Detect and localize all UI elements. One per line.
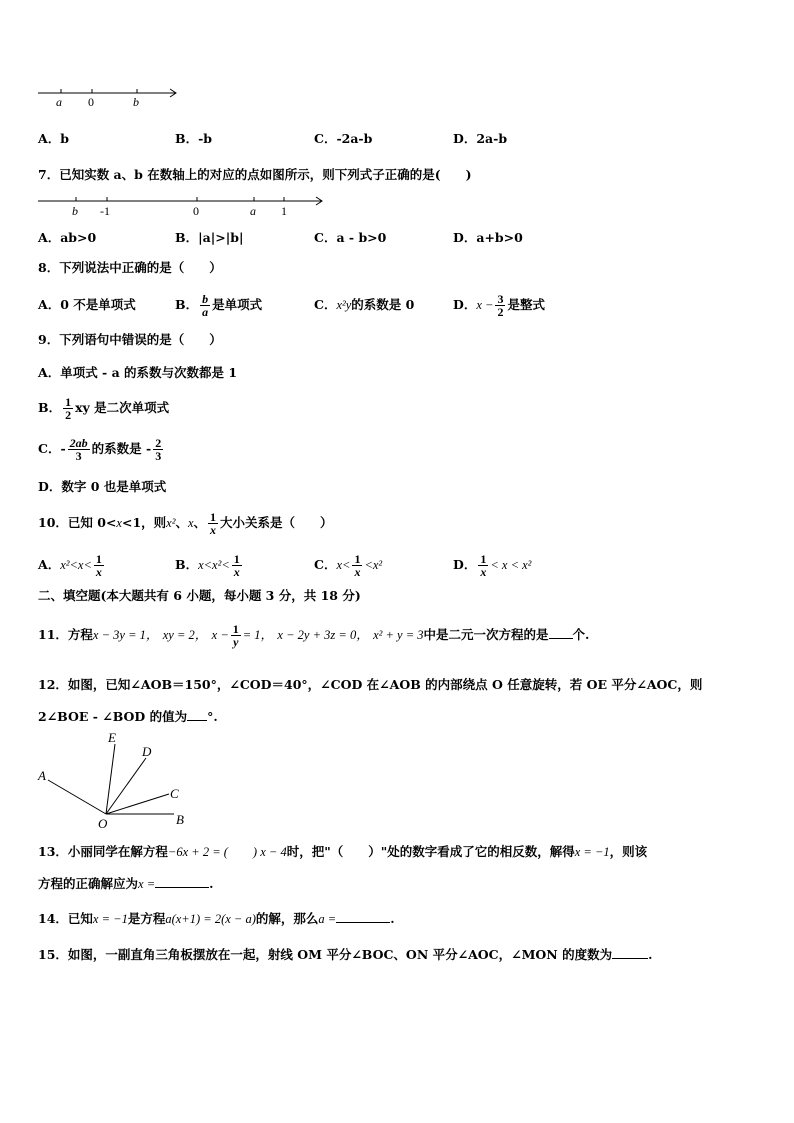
- q10-b-fraction: [232, 553, 242, 578]
- q11-answer-blank[interactable]: [549, 626, 573, 639]
- q9-option-a: A．单项式 - a 的系数与次数都是 1: [38, 365, 238, 380]
- q11-eq3-fraction: [231, 623, 241, 648]
- q9-option-c: [38, 432, 165, 466]
- q9-c-den2: 3: [155, 449, 162, 463]
- q9-b-prefix: B．: [38, 400, 62, 415]
- q8-b-fraction: [200, 293, 210, 318]
- q10-b-num: 1: [233, 552, 240, 566]
- q13-line1: [38, 844, 647, 860]
- q12-line2-prefix: 2∠BOE - ∠BOD 的值为: [38, 709, 188, 724]
- q8-c-prefix: C．: [314, 297, 337, 312]
- q10-a-den: x: [95, 565, 102, 579]
- q8-d-suffix: 是整式: [507, 297, 545, 312]
- q10-b-expr: x<x²<: [198, 558, 230, 572]
- q10-option-b: [175, 548, 244, 582]
- q10-d-prefix: D．: [453, 557, 477, 572]
- q10-a-expr: x²<x<: [60, 558, 92, 572]
- q8-d-num: 3: [497, 292, 504, 306]
- q15: [38, 946, 652, 963]
- q9-b-num: 1: [65, 395, 72, 409]
- q6-option-a: A．b: [38, 131, 69, 146]
- q10-c-prefix: C．: [314, 557, 337, 572]
- q14-answer-blank[interactable]: [336, 910, 390, 923]
- q10-stem: [38, 506, 333, 540]
- q8-b-den: a: [202, 305, 209, 319]
- q8-b-num: b: [202, 292, 209, 306]
- q10-d-expr: < x < x²: [490, 558, 532, 572]
- q15-end: .: [648, 947, 653, 962]
- q10-option-d: [453, 548, 531, 582]
- q9-c-fraction: [68, 437, 90, 462]
- q8-c-expr: x²y: [336, 298, 352, 312]
- q10-c-num: 1: [354, 552, 361, 566]
- q9-c-fraction2: [153, 437, 163, 462]
- q8-b-prefix: B．: [175, 297, 199, 312]
- q10-b-den: x: [233, 565, 240, 579]
- q8-b-suffix: 是单项式: [212, 297, 263, 312]
- q7-option-c: C．a - b>0: [314, 230, 387, 245]
- q10-option-a: [38, 548, 106, 582]
- q13-solution: x = −1: [574, 845, 610, 859]
- q8-d-den: 2: [497, 305, 504, 319]
- q14-condition: x = −1: [92, 912, 128, 926]
- q8-c-suffix: 的系数是 0: [351, 297, 415, 312]
- q8-option-b: [175, 288, 262, 322]
- q8-stem: 8．下列说法中正确的是（ ）: [38, 260, 222, 275]
- q12-label-e: E: [108, 730, 116, 745]
- q7-number-line: [36, 192, 336, 220]
- q14-mid2: 的解，那么: [255, 911, 319, 926]
- q10-a-fraction: [94, 553, 104, 578]
- q7-axis-0: 0: [193, 204, 199, 218]
- q9-b-fraction: [63, 396, 73, 421]
- q12-line2: [38, 708, 218, 725]
- numberline-label-0: 0: [88, 95, 94, 109]
- q11-eq2: xy = 2，: [162, 628, 208, 642]
- q10-stem-suffix: 大小关系是（ ）: [220, 515, 333, 530]
- q11-eq3-num: 1: [232, 622, 239, 636]
- q11-prefix: 11．方程: [38, 627, 93, 642]
- q10-stem-x: x: [116, 516, 122, 530]
- q11-eq1: x − 3y = 1，: [92, 628, 159, 642]
- q13-equation: −6x + 2 = ( ) x − 4: [167, 845, 287, 859]
- q12-answer-blank[interactable]: [187, 708, 207, 721]
- q9-option-b: [38, 391, 169, 425]
- q9-b-den: 2: [65, 408, 72, 422]
- q12-angle-figure: [34, 728, 194, 832]
- q13-line2-x: x =: [138, 877, 156, 891]
- q8-d-fraction: [495, 293, 505, 318]
- q9-c-prefix: C．-: [38, 441, 66, 456]
- q10-a-num: 1: [95, 552, 102, 566]
- q13-line1-b: 时，把"（ ）"处的数字看成了它的相反数，解得: [286, 844, 575, 859]
- q10-stem-x3: x: [187, 516, 194, 530]
- q14-prefix: 14．已知: [38, 911, 93, 926]
- q11: [38, 618, 589, 652]
- q10-d-fraction: [478, 553, 488, 578]
- q10-stem-sep2: 、: [193, 515, 207, 530]
- top-number-line: [36, 84, 186, 110]
- q10-b-prefix: B．: [175, 557, 199, 572]
- q12-label-c: C: [170, 786, 179, 801]
- q6-option-d: D．2a-b: [453, 131, 508, 146]
- q9-stem: 9．下列语句中错误的是（ ）: [38, 332, 222, 347]
- q8-d-prefix: D．: [453, 297, 477, 312]
- q8-option-d: [453, 288, 545, 322]
- q10-stem-den: x: [210, 523, 217, 537]
- q7-axis-b: b: [72, 204, 78, 218]
- q9-b-suffix: xy 是二次单项式: [75, 400, 170, 415]
- q10-c-expr1: x<: [336, 558, 351, 572]
- q14-end: .: [390, 911, 395, 926]
- q10-d-den: x: [480, 565, 487, 579]
- q12-label-a: A: [38, 768, 46, 783]
- q11-eq3-den: y: [233, 635, 239, 649]
- q7-axis-1: 1: [281, 204, 287, 218]
- q12-label-o: O: [98, 816, 108, 831]
- q11-eq3a: x −: [211, 628, 229, 642]
- q6-option-c: C．-2a-b: [314, 131, 373, 146]
- q9-c-den: 3: [75, 449, 82, 463]
- q15-text: 15．如图，一副直角三角板摆放在一起，射线 OM 平分∠BOC、ON 平分∠AOC，∠MON 的度数为: [38, 947, 613, 962]
- q10-stem-mid: <1，则: [121, 515, 167, 530]
- q10-a-prefix: A．: [38, 557, 61, 572]
- q12-label-b: B: [176, 812, 184, 827]
- q9-option-d: D．数字 0 也是单项式: [38, 479, 167, 494]
- q10-stem-num: 1: [210, 510, 217, 524]
- q8-d-expr: x −: [476, 298, 494, 312]
- q9-c-num2: 2: [155, 436, 162, 450]
- q10-option-c: [314, 548, 382, 582]
- q12-line2-suffix: °.: [207, 709, 218, 724]
- q7-option-a: A．ab>0: [38, 230, 97, 245]
- q7-axis-a: a: [250, 204, 256, 218]
- q14-mid: 是方程: [127, 911, 166, 926]
- q13-line2: [38, 875, 213, 892]
- q10-c-den: x: [354, 565, 361, 579]
- q14: [38, 910, 395, 927]
- q13-line1-a: 13．小丽同学在解方程: [38, 844, 168, 859]
- q7-axis-neg1: -1: [100, 204, 110, 218]
- q9-c-num: 2ab: [69, 436, 88, 450]
- q10-stem-x2: x²: [166, 516, 176, 530]
- q12-label-d: D: [142, 744, 152, 759]
- q13-line1-c: ，则该: [609, 844, 648, 859]
- q10-stem-sep1: 、: [175, 515, 188, 530]
- q13-line2-a: 方程的正确解应为: [38, 876, 139, 891]
- q11-eq4: x − 2y + 3z = 0，: [277, 628, 369, 642]
- q14-equation: a(x+1) = 2(x − a): [165, 912, 256, 926]
- q8-option-a: A．0 不是单项式: [38, 297, 136, 312]
- q13-line2-end: .: [209, 876, 214, 891]
- q10-c-expr2: <x²: [364, 558, 383, 572]
- q7-option-d: D．a+b>0: [453, 230, 523, 245]
- q9-c-mid: 的系数是 -: [91, 441, 152, 456]
- q11-suffix: 中是二元一次方程的是: [423, 627, 549, 642]
- q10-c-fraction: [352, 553, 362, 578]
- q10-stem-prefix: 10．已知 0<: [38, 515, 117, 530]
- section-2-heading: 二、填空题(本大题共有 6 小题，每小题 3 分，共 18 分): [38, 588, 361, 603]
- numberline-label-a: a: [56, 95, 62, 109]
- q15-answer-blank[interactable]: [612, 946, 648, 959]
- q8-option-c: [314, 297, 414, 313]
- q13-answer-blank[interactable]: [155, 875, 209, 888]
- q10-stem-fraction: [208, 511, 218, 536]
- q11-end: 个.: [572, 627, 590, 642]
- q11-eq5: x² + y = 3: [373, 628, 424, 642]
- q11-eq3b: = 1，: [242, 628, 274, 642]
- q6-option-b: B．-b: [175, 131, 212, 146]
- q7-stem: 7．已知实数 a、b 在数轴上的对应的点如图所示，则下列式子正确的是( ): [38, 167, 472, 182]
- q14-avar: a =: [318, 912, 337, 926]
- q10-d-num: 1: [480, 552, 487, 566]
- q7-option-b: B．|a|>|b|: [175, 230, 244, 245]
- numberline-label-b: b: [133, 95, 139, 109]
- q12-line1: 12．如图，已知∠AOB＝150°，∠COD＝40°，∠COD 在∠AOB 的内部绕点 O 任意旋转，若 OE 平分∠AOC，则: [38, 677, 703, 692]
